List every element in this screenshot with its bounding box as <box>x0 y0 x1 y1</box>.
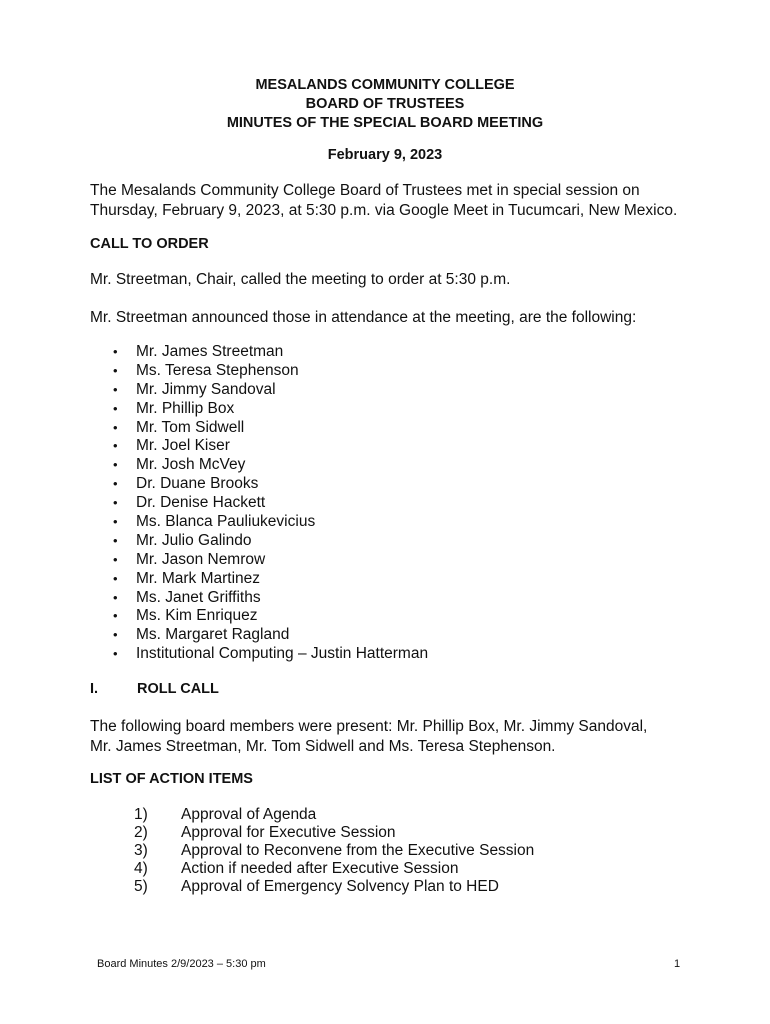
bullet-icon: • <box>113 457 118 473</box>
attendee-item <box>113 362 428 381</box>
call-to-order-heading: CALL TO ORDER <box>90 236 209 252</box>
attendee-item <box>113 607 428 626</box>
attendee-name: Mr. Jason Nemrow <box>136 550 266 568</box>
action-item-number: 5) <box>134 878 148 895</box>
attendee-name: Mr. Phillip Box <box>136 399 235 417</box>
action-item-text: Approval to Reconvene from the Executive Session <box>181 842 535 859</box>
bullet-icon: • <box>113 495 118 511</box>
attendee-item <box>113 551 428 570</box>
document-header <box>0 76 770 133</box>
attendee-item <box>113 532 428 551</box>
attendee-item <box>113 513 428 532</box>
roll-call-line-1: The following board members were present: Mr. Phillip Box, Mr. Jimmy Sandoval, <box>90 718 648 735</box>
page-number: 1 <box>674 958 681 970</box>
action-item-text: Action if needed after Executive Session <box>181 860 459 877</box>
attendee-item <box>113 589 428 608</box>
action-item <box>134 824 534 842</box>
roll-call-paragraph <box>90 717 690 757</box>
college-name: MESALANDS COMMUNITY COLLEGE <box>255 77 515 93</box>
attendee-name: Ms. Janet Griffiths <box>136 588 261 606</box>
attendee-name: Dr. Denise Hackett <box>136 494 266 512</box>
board-name: BOARD OF TRUSTEES <box>305 96 465 112</box>
attendee-item <box>113 570 428 589</box>
action-item-text: Approval for Executive Session <box>181 824 396 841</box>
attendee-item <box>113 475 428 494</box>
attendee-name: Mr. Josh McVey <box>136 456 246 474</box>
bullet-icon: • <box>113 381 118 397</box>
footer-label: Board Minutes 2/9/2023 – 5:30 pm <box>97 958 266 970</box>
bullet-icon: • <box>113 476 118 492</box>
attendee-item <box>113 400 428 419</box>
bullet-icon: • <box>113 438 118 454</box>
action-items-list <box>134 806 534 896</box>
meeting-date: February 9, 2023 <box>327 147 443 163</box>
attendee-name: Ms. Teresa Stephenson <box>136 361 299 379</box>
attendee-item <box>113 419 428 438</box>
attendee-name: Mr. Joel Kiser <box>136 437 230 455</box>
roll-call-line-2: Mr. James Streetman, Mr. Tom Sidwell and Ms. Teresa Stephenson. <box>90 738 556 755</box>
section-number: I. <box>90 681 99 697</box>
action-item <box>134 860 534 878</box>
bullet-icon: • <box>113 551 118 567</box>
bullet-icon: • <box>113 608 118 624</box>
bullet-icon: • <box>113 627 118 643</box>
attendee-item <box>113 343 428 362</box>
action-item <box>134 842 534 860</box>
attendance-intro: Mr. Streetman announced those in attendance at the meeting, are the following: <box>90 309 637 326</box>
bullet-icon: • <box>113 419 118 435</box>
bullet-icon: • <box>113 589 118 605</box>
attendee-name: Mr. Mark Martinez <box>136 569 261 587</box>
action-item-number: 1) <box>134 806 148 823</box>
attendee-name: Ms. Kim Enriquez <box>136 607 258 625</box>
action-item-number: 2) <box>134 824 148 841</box>
action-item <box>134 878 534 896</box>
call-to-order-text: Mr. Streetman, Chair, called the meeting to order at 5:30 p.m. <box>90 271 511 288</box>
attendee-item <box>113 456 428 475</box>
action-item-number: 3) <box>134 842 148 859</box>
action-item <box>134 806 534 824</box>
bullet-icon: • <box>113 570 118 586</box>
attendee-item <box>113 437 428 456</box>
bullet-icon: • <box>113 400 118 416</box>
bullet-icon: • <box>113 646 118 662</box>
attendee-item <box>113 381 428 400</box>
bullet-icon: • <box>113 532 118 548</box>
attendee-name: Ms. Blanca Pauliukevicius <box>136 513 316 531</box>
intro-line-1: The Mesalands Community College Board of Trustees met in special session on <box>90 182 640 199</box>
bullet-icon: • <box>113 514 118 530</box>
roll-call-heading: ROLL CALL <box>137 681 219 697</box>
attendee-name: Institutional Computing – Justin Hatterman <box>136 645 429 663</box>
attendee-item <box>113 645 428 664</box>
attendee-name: Dr. Duane Brooks <box>136 475 259 493</box>
attendee-list <box>113 343 428 664</box>
bullet-icon: • <box>113 362 118 378</box>
action-item-number: 4) <box>134 860 148 877</box>
action-item-text: Approval of Agenda <box>181 806 317 823</box>
attendee-name: Mr. James Streetman <box>136 343 284 360</box>
document-title: MINUTES OF THE SPECIAL BOARD MEETING <box>226 115 544 131</box>
attendee-item <box>113 626 428 645</box>
intro-paragraph <box>90 181 690 221</box>
attendee-name: Ms. Margaret Ragland <box>136 626 290 644</box>
attendee-name: Mr. Jimmy Sandoval <box>136 380 276 398</box>
attendee-item <box>113 494 428 513</box>
bullet-icon: • <box>113 344 118 359</box>
action-item-text: Approval of Emergency Solvency Plan to HED <box>181 878 499 895</box>
attendee-name: Mr. Tom Sidwell <box>136 418 245 436</box>
action-items-heading: LIST OF ACTION ITEMS <box>90 771 253 787</box>
intro-line-2: Thursday, February 9, 2023, at 5:30 p.m. via Google Meet in Tucumcari, New Mexico. <box>90 202 678 219</box>
attendee-name: Mr. Julio Galindo <box>136 531 252 549</box>
